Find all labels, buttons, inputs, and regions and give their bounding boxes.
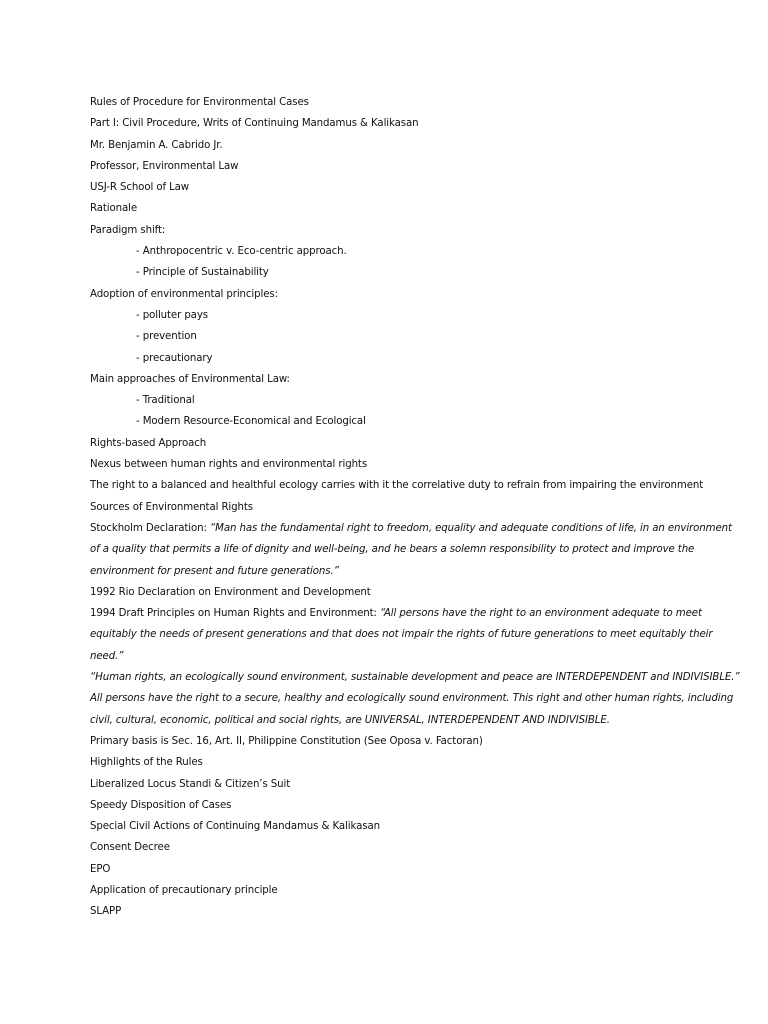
document-title: Rules of Procedure for Environmental Cases bbox=[90, 97, 309, 108]
author-position: Professor, Environmental Law bbox=[90, 160, 239, 172]
highlight-item: Consent Decree bbox=[90, 842, 170, 854]
paradigm-shift-item: - Principle of Sustainability bbox=[136, 267, 269, 279]
author-name: Mr. Benjamin A. Cabrido Jr. bbox=[90, 139, 223, 151]
draft-principles-quote-end: need.” bbox=[90, 650, 124, 662]
stockholm-paragraph bbox=[90, 518, 732, 539]
paradigm-shift-heading: Paradigm shift: bbox=[90, 224, 166, 236]
principles-heading: Adoption of environmental principles: bbox=[90, 288, 278, 300]
highlights-heading: Highlights of the Rules bbox=[90, 757, 203, 769]
all-persons-text: All persons have the right to a secure, healthy and ecologically sound environment. This right and other human rights, including bbox=[90, 693, 734, 705]
interdependent-quote: “Human rights, an ecologically sound environment, sustainable development and peace are INTERDEPENDENT and INDIVISIBLE.” bbox=[90, 672, 740, 684]
draft-principles-quote-continued: equitably the needs of present generations and that does not impair the rights of future generations to meet equitably their bbox=[90, 629, 713, 641]
document-part: Part I: Civil Procedure, Writs of Continuing Mandamus & Kalikasan bbox=[90, 118, 419, 130]
approach-item: - Traditional bbox=[136, 395, 195, 407]
stockholm-quote-continued: of a quality that permits a life of dignity and well-being, and he bears a solemn responsibility to protect and improve the bbox=[90, 544, 695, 556]
primary-basis: Primary basis is Sec. 16, Art. II, Philippine Constitution (See Oposa v. Factoran) bbox=[90, 735, 483, 747]
school-name: USJ-R School of Law bbox=[90, 182, 190, 194]
approaches-heading: Main approaches of Environmental Law: bbox=[90, 373, 290, 385]
stockholm-quote-end: environment for present and future generations.” bbox=[90, 565, 339, 577]
principle-item: - precautionary bbox=[136, 352, 213, 364]
draft-principles-paragraph bbox=[90, 603, 702, 624]
approach-item: - Modern Resource-Economical and Ecological bbox=[136, 416, 366, 428]
draft-principles-label: 1994 Draft Principles on Human Rights and Environment: bbox=[90, 608, 380, 620]
draft-principles-quote: “All persons have the right to an environment adequate to meet bbox=[379, 608, 702, 620]
all-persons-text-continued: civil, cultural, economic, political and social rights, are UNIVERSAL, INTERDEPENDENT AND INDIVISIBLE. bbox=[90, 714, 610, 726]
right-statement: The right to a balanced and healthful ecology carries with it the correlative duty to refrain from impairing the environment bbox=[90, 480, 704, 492]
nexus-text: Nexus between human rights and environmental rights bbox=[90, 459, 368, 471]
rights-based-heading: Rights-based Approach bbox=[90, 437, 207, 449]
rio-declaration: 1992 Rio Declaration on Environment and Development bbox=[90, 586, 371, 598]
document-body bbox=[90, 92, 740, 923]
sources-heading: Sources of Environmental Rights bbox=[90, 501, 253, 513]
highlight-item: Liberalized Locus Standi & Citizen’s Suit bbox=[90, 778, 291, 790]
principle-item: - polluter pays bbox=[136, 309, 208, 321]
paradigm-shift-item: - Anthropocentric v. Eco-centric approach. bbox=[136, 246, 347, 258]
principle-item: - prevention bbox=[136, 331, 197, 343]
rationale-heading: Rationale bbox=[90, 203, 138, 215]
highlight-item: SLAPP bbox=[90, 906, 122, 918]
stockholm-quote: “Man has the fundamental right to freedom, equality and adequate conditions of life, in an environment bbox=[209, 522, 732, 534]
highlight-item: EPO bbox=[90, 863, 111, 875]
highlight-item: Special Civil Actions of Continuing Mandamus & Kalikasan bbox=[90, 821, 380, 833]
highlight-item: Application of precautionary principle bbox=[90, 884, 278, 896]
stockholm-label: Stockholm Declaration: bbox=[90, 522, 210, 534]
highlight-item: Speedy Disposition of Cases bbox=[90, 799, 232, 811]
